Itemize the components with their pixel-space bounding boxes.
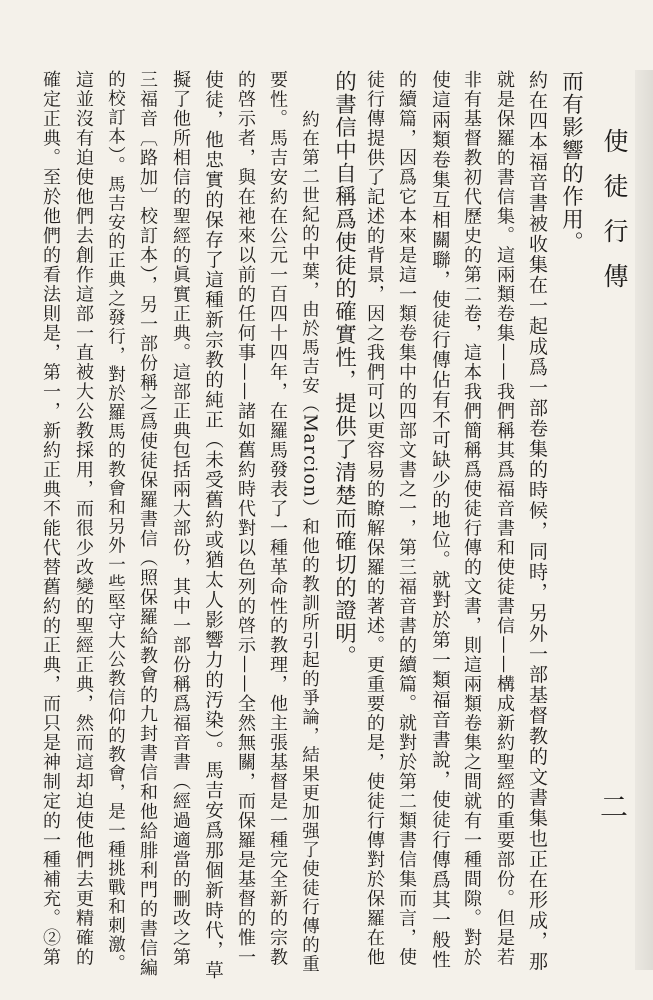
running-title: 使徒行傳 (600, 128, 629, 308)
text-column-5: 使這兩類卷集互相關聯，使徒行傳佔有不可缺少的地位。就對於第一類福音書說，使徒行傳爲其一般性 (429, 70, 451, 970)
text-column-15: 的校訂本）。馬吉安的正典之發行，對於羅馬的教會和另外一些堅守大公教信仰的教會，是一種挑戰和刺激。 (105, 70, 126, 974)
text-column-16: 這並沒有迫使他們去創作這部一直被大公教採用，而很少改變的聖經正典，然而這却迫使他們去更精確的 (73, 70, 94, 967)
text-column-2: 約在四本福音書被收集在一起成爲一部卷集的時候，同時，另外一部基督教的文書集也正在形成，那 (526, 70, 548, 972)
text-column-8: 的書信中自稱爲使徒的確實性，提供了清楚而確切的證明。 (331, 70, 357, 668)
page-number: 二 (596, 792, 629, 820)
text-column-17: 確定正典。至於他們的看法則是，第一，新約正典不能代替舊約的正典，而只是神制定的一種補充。②第 (40, 70, 61, 967)
text-column-3: 就是保羅的書信集。這兩類卷集——我們稱其爲福音書和使徒書信——構成新約聖經的重要部份。但是若 (494, 70, 515, 967)
text-column-13: 擬了他所相信的聖經的眞實正典。這部正典包括兩大部份，其中一部份稱爲福音書（經過適當的刪改之第 (170, 70, 191, 967)
text-column-4: 非有基督教初代歷史的第二卷，這本我們簡稱爲使徒行傳的文書，則這兩類卷集之間就有一種間隙。對於 (461, 70, 482, 967)
text-column-1: 而有影響的作用。 (558, 70, 584, 254)
text-column-11: 的啓示者，與在祂來以前的任何事——諸如舊約時代對以色列的啓示——全然無關，而保羅是基督的惟一 (235, 70, 256, 967)
page-edge-shadow (635, 70, 653, 970)
text-column-7: 徒行傳提供了記述的背景，因之我們可以更容易的瞭解保羅的著述。更重要的是，使徒行傳對於保羅在他 (364, 70, 385, 967)
text-column-6: 的續篇，因爲它本來是這一類卷集中的四部文書之一，第三福音書的續篇。就對於第二類書信集而言，使 (396, 70, 417, 967)
text-column-14: 三福音〔路加〕校訂本），另一部份稱之爲使徒保羅書信（照保羅給教會的九封書信和他給腓利門的書信編 (137, 70, 158, 978)
text-column-9: 約在第二世紀的中葉，由於馬吉安（Marcion）和他的教訓所引起的爭論，結果更加强了使徒行傳的重 (299, 110, 320, 974)
text-column-10: 要性。馬吉安約在公元一百四十四年，在羅馬發表了一種革命性的教理，他主張基督是一種完全新的宗教 (267, 70, 288, 967)
text-column-12: 使徒，他忠實的保存了這種新宗教的純正（未受舊約或猶太人影響力的汚染）。馬吉安爲那個新時代，草 (202, 70, 224, 981)
